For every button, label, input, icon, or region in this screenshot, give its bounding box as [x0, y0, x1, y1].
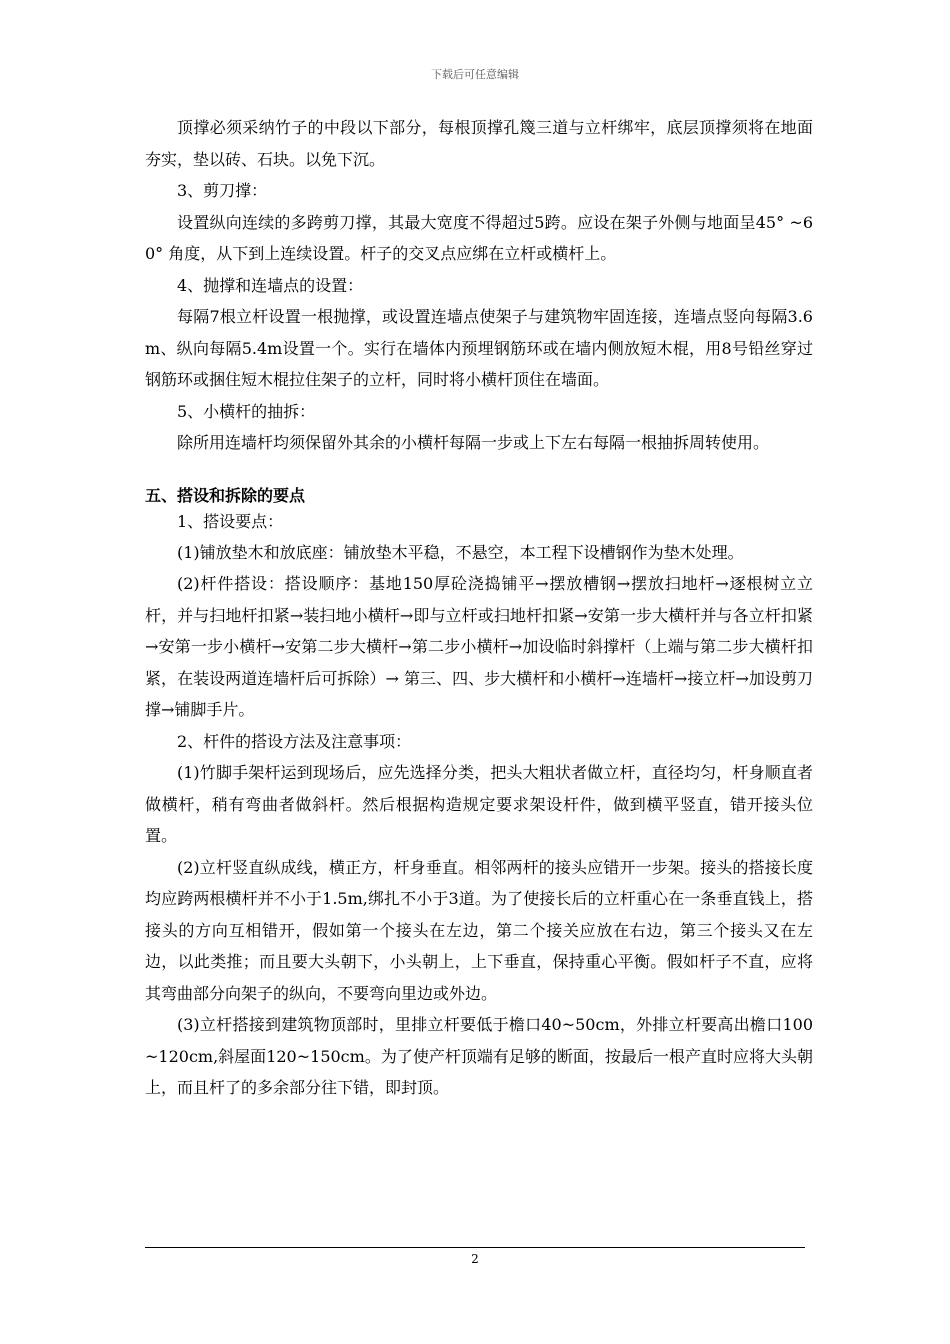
paragraph-small-bar-removal: 除所用连墙杆均须保留外其余的小横杆每隔一步或上下左右每隔一根抽拆周转使用。 [177, 433, 770, 452]
subheading-erection-points: 1、搭设要点： [177, 511, 284, 531]
paragraph-pole-top: (3)立杆搭接到建筑物顶部时，里排立杆要低于檐口40~50cm，外排立杆要高出檐口100~120cm,斜屋面120~150cm。为了使产杆顶端有足够的断面，按最后一根产直时应将大头朝上，而且杆了的多余部分往下错，即封顶。 [145, 1015, 813, 1097]
paragraph-bamboo-selection: (1)竹脚手架杆运到现场后，应先选择分类，把头大粗状者做立杆，直径均匀，杆身顺直者做横杆，稍有弯曲者做斜杆。然后根据构造规定要求架设杆件，做到横平竖直，错开接头位置。 [145, 763, 813, 845]
paragraph-sleeper-base: (1)铺放垫木和放底座：铺放垫木平稳，不悬空，本工程下设槽钢作为垫木处理。 [177, 542, 744, 562]
paragraph-erection-sequence: (2)杆件搭设：搭设顺序：基地150厚砼浇捣铺平→摆放槽钢→摆放扫地杆→逐根树立立杆，并与扫地杆扣紧→装扫地小横杆→即与立杆或扫地杆扣紧→安第一步大横杆并与各立杆扣紧→安第一步小横杆→安第二步大横杆→第二步小横杆→加设临时斜撑杆（上端与第二步大横杆扣紧，在装设两道连墙杆后可拆除）→ 第三、四、步大横杆和小横杆→连墙杆→接立杆→加设剪刀撑→铺脚手片。 [145, 574, 813, 719]
page-header: 下载后可任意编辑 [431, 68, 519, 81]
document-body [145, 112, 813, 1104]
footer-divider [145, 1247, 805, 1248]
subheading-erection-methods: 2、杆件的搭设方法及注意事项： [177, 731, 412, 751]
section-heading-five: 五、搭设和拆除的要点 [145, 485, 306, 505]
paragraph-top-brace: 顶撑必须采纳竹子的中段以下部分，每根顶撑孔篾三道与立杆绑牢，底层顶撑须将在地面夯实，垫以砖、石块。以免下沉。 [145, 118, 813, 169]
page-number: 2 [471, 1252, 479, 1266]
paragraph-scissor-brace: 设置纵向连续的多跨剪刀撑，其最大宽度不得超过5跨。应设在架子外侧与地面呈45° ~60° 角度，从下到上连续设置。杆子的交叉点应绑在立杆或横杆上。 [145, 212, 813, 263]
subheading-scissor-brace: 3、剪刀撑： [177, 181, 268, 200]
subheading-wall-tie: 4、抛撑和连墙点的设置： [177, 275, 364, 295]
paragraph-vertical-poles: (2)立杆竖直纵成线，横正方，杆身垂直。相邻两杆的接头应错开一步架。接头的搭接长度均应跨两根横杆并不小于1.5m,绑扎不小于3道。为了使接长后的立杆重心在一条垂直钱上，搭接头的方向互相错开，假如第一个接头在左边，第二个接关应放在右边，第三个接头又在左边，以此类推；而且要大头朝下，小头朝上，上下垂直，保持重心平衡。假如杆子不直，应将其弯曲部分向架子的纵向，不要弯向里边或外边。 [145, 857, 813, 1003]
paragraph-wall-tie: 每隔7根立杆设置一根抛撑，或设置连墙点使架子与建筑物牢固连接，连墙点竖向每隔3.6m、纵向每隔5.4m设置一个。实行在墙体内预埋钢筋环或在墙内侧放短木棍，用8号铅丝穿过钢筋环或捆住短木棍拉住架子的立杆，同时将小横杆顶住在墙面。 [145, 307, 813, 389]
subheading-small-bar-removal: 5、小横杆的抽拆： [177, 401, 316, 421]
